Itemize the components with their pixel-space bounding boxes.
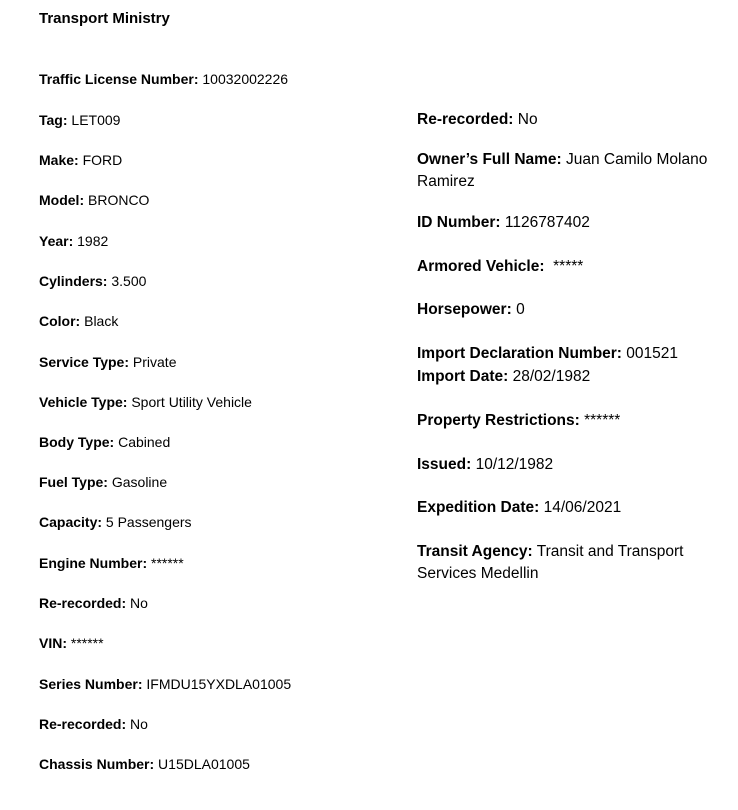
field-value: Transit and Transport Services Medellin	[417, 543, 684, 582]
field-value: No	[130, 595, 148, 611]
field-label: Vehicle Type:	[39, 394, 128, 410]
field-label: Cylinders:	[39, 273, 108, 289]
field-label: Model:	[39, 192, 85, 208]
field-value: Gasoline	[111, 474, 168, 490]
vin-field	[39, 633, 104, 653]
field-value: No	[517, 111, 538, 128]
field-value: 1126787402	[504, 214, 590, 231]
capacity-field	[39, 512, 192, 532]
field-value: Black	[84, 313, 119, 329]
body-type-field	[39, 432, 170, 452]
field-value: Cabined	[118, 434, 171, 450]
make-field	[39, 150, 122, 170]
page-title: Transport Ministry	[39, 10, 170, 27]
field-label: Horsepower:	[417, 301, 512, 318]
field-value: 10032002226	[202, 71, 289, 87]
re-recorded-field	[39, 593, 148, 613]
import-date-field	[417, 366, 590, 388]
field-label: Armored Vehicle:	[417, 258, 545, 275]
field-label: Color:	[39, 313, 81, 329]
field-value: ******	[70, 635, 104, 651]
field-label: Engine Number:	[39, 555, 148, 571]
id-number-field	[417, 212, 590, 234]
field-label: Year:	[39, 233, 74, 249]
field-value: ******	[584, 412, 621, 429]
field-label: Body Type:	[39, 434, 115, 450]
field-label: Tag:	[39, 112, 68, 128]
chassis-number-field	[39, 754, 250, 774]
field-value: 10/12/1982	[475, 456, 554, 473]
field-value: Private	[132, 354, 177, 370]
expedition-date-field	[417, 497, 621, 519]
armored-vehicle-field	[417, 256, 583, 278]
field-value: 1982	[77, 233, 109, 249]
field-value: 001521	[626, 345, 679, 362]
field-value: ******	[151, 555, 184, 571]
field-label: Re-recorded:	[417, 111, 514, 128]
fuel-type-field	[39, 472, 167, 492]
field-value: BRONCO	[88, 192, 150, 208]
field-value: U15DLA01005	[158, 756, 250, 772]
field-label: VIN:	[39, 635, 67, 651]
model-field	[39, 190, 149, 210]
year-field	[39, 231, 108, 251]
owner-full-name-field	[417, 149, 717, 193]
field-value: 28/02/1982	[512, 368, 591, 385]
field-value: 5 Passengers	[105, 514, 192, 530]
field-value: LET009	[71, 112, 121, 128]
vehicle-type-field	[39, 392, 252, 412]
series-number-field	[39, 674, 291, 694]
property-restrictions-field	[417, 410, 620, 432]
field-label: Fuel Type:	[39, 474, 108, 490]
engine-number-field	[39, 553, 184, 573]
transit-agency-field	[417, 541, 717, 585]
horsepower-field	[417, 299, 525, 321]
field-label: Series Number:	[39, 676, 143, 692]
field-label: Re-recorded:	[39, 595, 127, 611]
field-value: *****	[553, 258, 584, 275]
field-value: 3.500	[111, 273, 147, 289]
field-value: IFMDU15YXDLA01005	[146, 676, 292, 692]
field-label: Owner’s Full Name:	[417, 151, 562, 168]
field-label: Make:	[39, 152, 79, 168]
field-value: Sport Utility Vehicle	[131, 394, 252, 410]
color-field	[39, 311, 118, 331]
field-value: 14/06/2021	[543, 499, 622, 516]
field-label: Transit Agency:	[417, 543, 533, 560]
field-label: Traffic License Number:	[39, 71, 199, 87]
re-recorded-field	[39, 714, 148, 734]
field-value: Juan Camilo Molano Ramirez	[417, 151, 708, 190]
issued-field	[417, 454, 553, 476]
field-value: 0	[516, 301, 525, 318]
tag-field	[39, 110, 120, 130]
field-label: Issued:	[417, 456, 472, 473]
import-declaration-number-field	[417, 343, 678, 365]
field-label: Import Declaration Number:	[417, 345, 622, 362]
field-label: Import Date:	[417, 368, 509, 385]
field-label: Service Type:	[39, 354, 130, 370]
field-label: Chassis Number:	[39, 756, 155, 772]
field-value: FORD	[82, 152, 123, 168]
field-label: Re-recorded:	[39, 716, 127, 732]
re-recorded-field	[417, 109, 538, 131]
field-value: No	[130, 716, 148, 732]
service-type-field	[39, 352, 176, 372]
cylinders-field	[39, 271, 146, 291]
field-label: Expedition Date:	[417, 499, 540, 516]
traffic-license-number-field	[39, 69, 288, 89]
field-label: ID Number:	[417, 214, 501, 231]
field-label: Capacity:	[39, 514, 103, 530]
field-label: Property Restrictions:	[417, 412, 580, 429]
